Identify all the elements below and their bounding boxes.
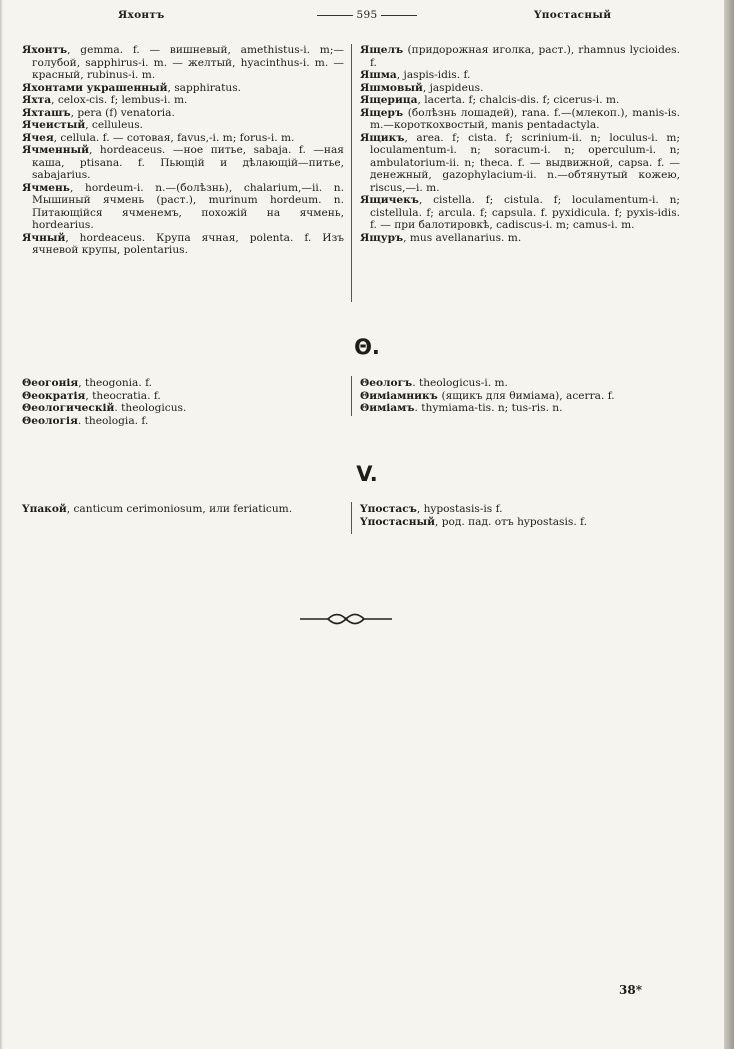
section-letter-izhitsa: V. bbox=[356, 462, 378, 486]
headword: Ящелъ bbox=[360, 44, 408, 56]
headword: Υпостасъ bbox=[360, 503, 417, 515]
dictionary-entry: Θеологическій. theologicus. bbox=[22, 402, 187, 414]
section2-right-column bbox=[360, 377, 680, 415]
section3-right-column bbox=[360, 503, 680, 528]
dictionary-entry: Ящерица, lacerta. f; chalcis-dis. f; cicerus-i. m. bbox=[360, 94, 620, 106]
end-ornament bbox=[298, 612, 394, 626]
headword: Яхонтами украшенный bbox=[22, 81, 168, 94]
dictionary-entry: Θеократія, theocratia. f. bbox=[22, 389, 161, 402]
dictionary-entry: Υпостасъ, hypostasis-is f. bbox=[360, 503, 503, 515]
headword: Ящичекъ bbox=[360, 194, 419, 206]
headword: Υпакой bbox=[22, 503, 67, 515]
dictionary-entry: Яхта, celox-cis. f; lembus-i. m. bbox=[22, 94, 188, 106]
headword: Θиміамникъ bbox=[360, 389, 442, 402]
headword: Θеологическій bbox=[22, 402, 115, 414]
dictionary-entry: Ячменный, hordeaceus. —ное питье, sabaja. f. —ная каша, ptisana. f. Пьющій и дѣлающій—питье, sabajarius. bbox=[22, 144, 344, 181]
dictionary-entry: Яхонтами украшенный, sapphiratus. bbox=[22, 81, 241, 94]
section2-left-column bbox=[22, 377, 344, 427]
dictionary-entry: Θиміамникъ (ящикъ для θиміама), acerra. f. bbox=[360, 389, 615, 402]
headword: Θеогонія bbox=[22, 377, 79, 389]
dictionary-entry: Θиміамъ. thymiama-tis. n; tus-ris. n. bbox=[360, 402, 563, 414]
dictionary-entry: Ячный, hordeaceus. Крупа ячная, polenta. f. Изъ ячневой крупы, polentarius. bbox=[22, 231, 344, 256]
dictionary-entry: Яхонтъ, gemma. f. — вишневый, amethistus-i. m;—голубой, sapphirus-i. m. — желтый, hyacinthus-i. m. — красный, rubinus-i. m. bbox=[22, 44, 344, 81]
dictionary-entry: Υпостасный, род. пад. отъ hypostasis. f. bbox=[360, 515, 587, 528]
headword: Υпостасный bbox=[360, 515, 435, 528]
headword: Яхонтъ bbox=[22, 44, 68, 56]
headword: Ячмень bbox=[22, 181, 70, 194]
dictionary-entry: Θеогонія, theogonia. f. bbox=[22, 377, 152, 389]
section1-right-column bbox=[360, 44, 680, 244]
section-letter-theta: Θ. bbox=[354, 335, 380, 359]
headword: Ячменный bbox=[22, 144, 90, 156]
dictionary-entry: Ящуръ, mus avellanarius. m. bbox=[360, 231, 522, 244]
headword: Θеологъ bbox=[360, 377, 413, 389]
dictionary-entry: Θеологъ. theologicus-i. m. bbox=[360, 377, 508, 389]
column-divider bbox=[351, 502, 352, 534]
column-divider bbox=[351, 376, 352, 416]
headword: Яхташъ bbox=[22, 106, 71, 119]
signature-mark: 38* bbox=[619, 983, 642, 997]
headword: Θеократія bbox=[22, 389, 86, 402]
dictionary-entry: Ящикъ, area. f; cista. f; scrinium-ii. n; loculus-i. m; loculamentum-i. n; soracum-i. n; operculum-i. n; ambulatorium-ii. n; theca. f. — выдвижной, capsa. f. — денежный, gazophylacium-ii. n.—обтянутый кожею, riscus,—i. m. bbox=[360, 131, 680, 194]
headword: Ящерица bbox=[360, 94, 418, 106]
headword: Ячный bbox=[22, 231, 66, 244]
dictionary-entry: Ячеистый, celluleus. bbox=[22, 119, 144, 131]
headword: Ящуръ bbox=[360, 231, 404, 244]
dictionary-entry: Яшмовый, jaspideus. bbox=[360, 81, 484, 94]
dictionary-entry: Ячмень, hordeum-i. n.—(болѣзнь), chalarium,—ii. n. Мышиный ячмень (раст.), murinum hordeum. n. Питающійся ячменемъ, похожій на ячмень, hordearius. bbox=[22, 181, 344, 231]
dictionary-entry: Θеологія. theologia. f. bbox=[22, 414, 149, 427]
dictionary-entry: Ящеръ (болѣзнь лошадей), rana. f.—(млекоп.), manis-is. m.—короткохвостый, manis pentadactyla. bbox=[360, 106, 680, 131]
dictionary-entry: Яхташъ, pera (f) venatoria. bbox=[22, 106, 175, 119]
headword: Ячеистый bbox=[22, 119, 86, 131]
dictionary-entry: Υпакой, canticum cerimoniosum, или feriaticum. bbox=[22, 503, 293, 515]
dictionary-entry: Ящичекъ, cistella. f; cistula. f; loculamentum-i. n; cistellula. f; arcula. f; capsula. f. pyxidicula. f; pyxis-idis. f. — при балотировкѣ, cadiscus-i. m; camus-i. m. bbox=[360, 194, 680, 231]
dictionary-entry: Яшма, jaspis-idis. f. bbox=[360, 69, 471, 81]
headword: Ящеръ bbox=[360, 106, 408, 119]
section3-left-column bbox=[22, 503, 344, 516]
running-head-left: Яхонтъ bbox=[118, 9, 165, 21]
section1-left-column bbox=[22, 44, 344, 257]
column-divider bbox=[351, 44, 352, 302]
headword: Яшма bbox=[360, 69, 397, 81]
running-head bbox=[22, 9, 692, 27]
headword: Ящикъ bbox=[360, 131, 405, 144]
page-right-edge bbox=[724, 0, 734, 1049]
headword: Яшмовый bbox=[360, 81, 423, 94]
dictionary-entry: Ящелъ (придорожная иголка, раст.), rhamnus lycioides. f. bbox=[360, 44, 680, 69]
headword: Θиміамъ bbox=[360, 402, 415, 414]
headword: Ячея bbox=[22, 131, 54, 144]
headword: Θеологія bbox=[22, 414, 78, 427]
page-left-edge bbox=[0, 0, 3, 1049]
running-head-right: Υпостасный bbox=[534, 9, 612, 21]
dictionary-entry: Ячея, cellula. f. — сотовая, favus,-i. m; forus-i. m. bbox=[22, 131, 295, 144]
page-number: 595 bbox=[302, 9, 432, 21]
headword: Яхта bbox=[22, 94, 52, 106]
